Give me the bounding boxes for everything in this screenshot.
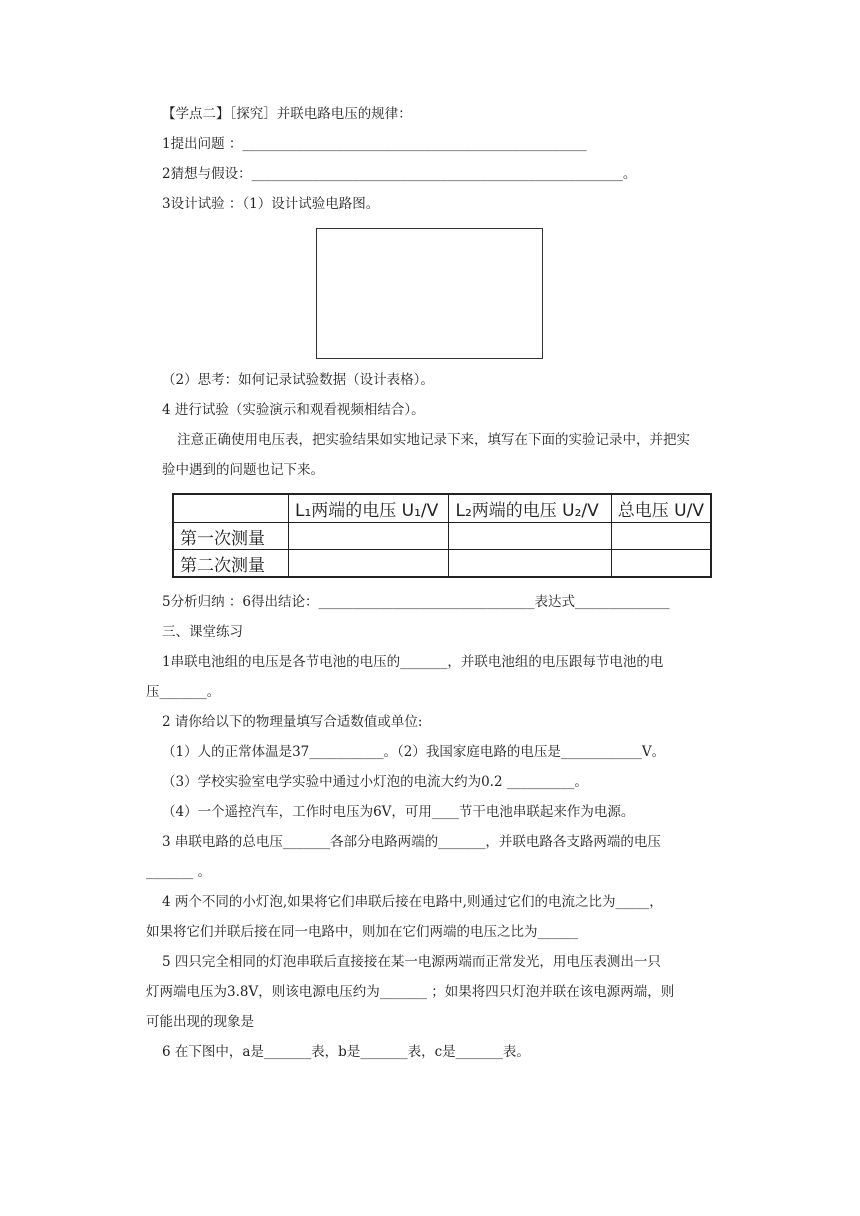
q1-line-1: 1串联电池组的电压是各节电池的电压的_______，并联电池组的电压跟每节电池的电 — [162, 654, 664, 670]
table-row — [173, 550, 711, 578]
step3-design: 3设计试验 ：（1）设计试验电路图。 — [162, 196, 380, 212]
q3-line-1: 3 串联电路的总电压_______各部分电路两端的_______，并联电路各支路两端的电压 — [162, 834, 661, 850]
table-row-label: 第一次测量 — [173, 523, 288, 550]
table-cell[interactable] — [449, 523, 611, 550]
step5-conclusion: 5分析归纳 ：6得出结论：________________________________表达式______________ — [162, 594, 670, 610]
q5-line-1: 5 四只完全相同的灯泡串联后直接接在某一电源两端而正常发光，用电压表测出一只 — [162, 954, 661, 970]
think-table: （2）思考：如何记录试验数据（设计表格）。 — [162, 372, 434, 388]
step1-question: 1提出问题 ：___________________________________________________ — [162, 136, 587, 152]
step4-experiment: 4 进行试验（实验演示和观看视频相结合）。 — [162, 402, 425, 418]
q6: 6 在下图中，a是_______表，b是_______表，c是_______表。 — [162, 1044, 530, 1060]
q2-part-4: （4）一个遥控汽车，工作时电压为6V，可用____节干电池串联起来作为电源。 — [162, 804, 635, 820]
q5-line-3: 可能出现的现象是 — [146, 1014, 254, 1030]
record-table — [172, 493, 712, 578]
q4-line-1: 4 两个不同的小灯泡,如果将它们串联后接在电路中,则通过它们的电流之比为_____， — [162, 894, 663, 910]
table-header-cell: L₁两端的电压 U₁/V — [288, 494, 449, 523]
table-cell[interactable] — [288, 550, 449, 578]
note-line-1: 注意正确使用电压表，把实验结果如实地记录下来，填写在下面的实验记录中，并把实 — [177, 432, 690, 448]
q4-line-2: 如果将它们并联后接在同一电路中，则加在它们两端的电压之比为______ — [146, 924, 578, 940]
q2-part-1-2: （1）人的正常体温是37___________。（2）我国家庭电路的电压是____________V。 — [162, 744, 666, 760]
circuit-drawing-box — [316, 228, 543, 359]
table-row — [173, 523, 711, 550]
note-line-2: 验中遇到的问题也记下来。 — [162, 462, 324, 478]
table-cell[interactable] — [288, 523, 449, 550]
section-title: 【学点二】［探究］并联电路电压的规律： — [162, 106, 412, 122]
q3-line-2: _______ 。 — [146, 864, 212, 880]
q2-intro: 2 请你给以下的物理量填写合适数值或单位: — [162, 714, 423, 730]
table-cell[interactable] — [611, 550, 711, 578]
q2-part-3: （3）学校实验室电学实验中通过小灯泡的电流大约为0.2 __________。 — [162, 774, 588, 790]
table-row-label: 第二次测量 — [173, 550, 288, 578]
table-header-cell: L₂两端的电压 U₂/V — [449, 494, 611, 523]
table-cell[interactable] — [611, 523, 711, 550]
step2-hypothesis: 2猜想与假设：_______________________________________________________。 — [162, 166, 637, 182]
table-cell[interactable] — [449, 550, 611, 578]
q5-line-2: 灯两端电压为3.8V，则该电源电压约为_______ ；如果将四只灯泡并联在该电源两端，则 — [146, 984, 675, 1000]
table-header-row — [173, 494, 711, 523]
q1-line-2: 压_______。 — [146, 684, 221, 700]
practice-title: 三、课堂练习 — [162, 624, 243, 640]
table-header-cell: 总电压 U/V — [611, 494, 711, 523]
table-header-cell — [173, 494, 288, 523]
